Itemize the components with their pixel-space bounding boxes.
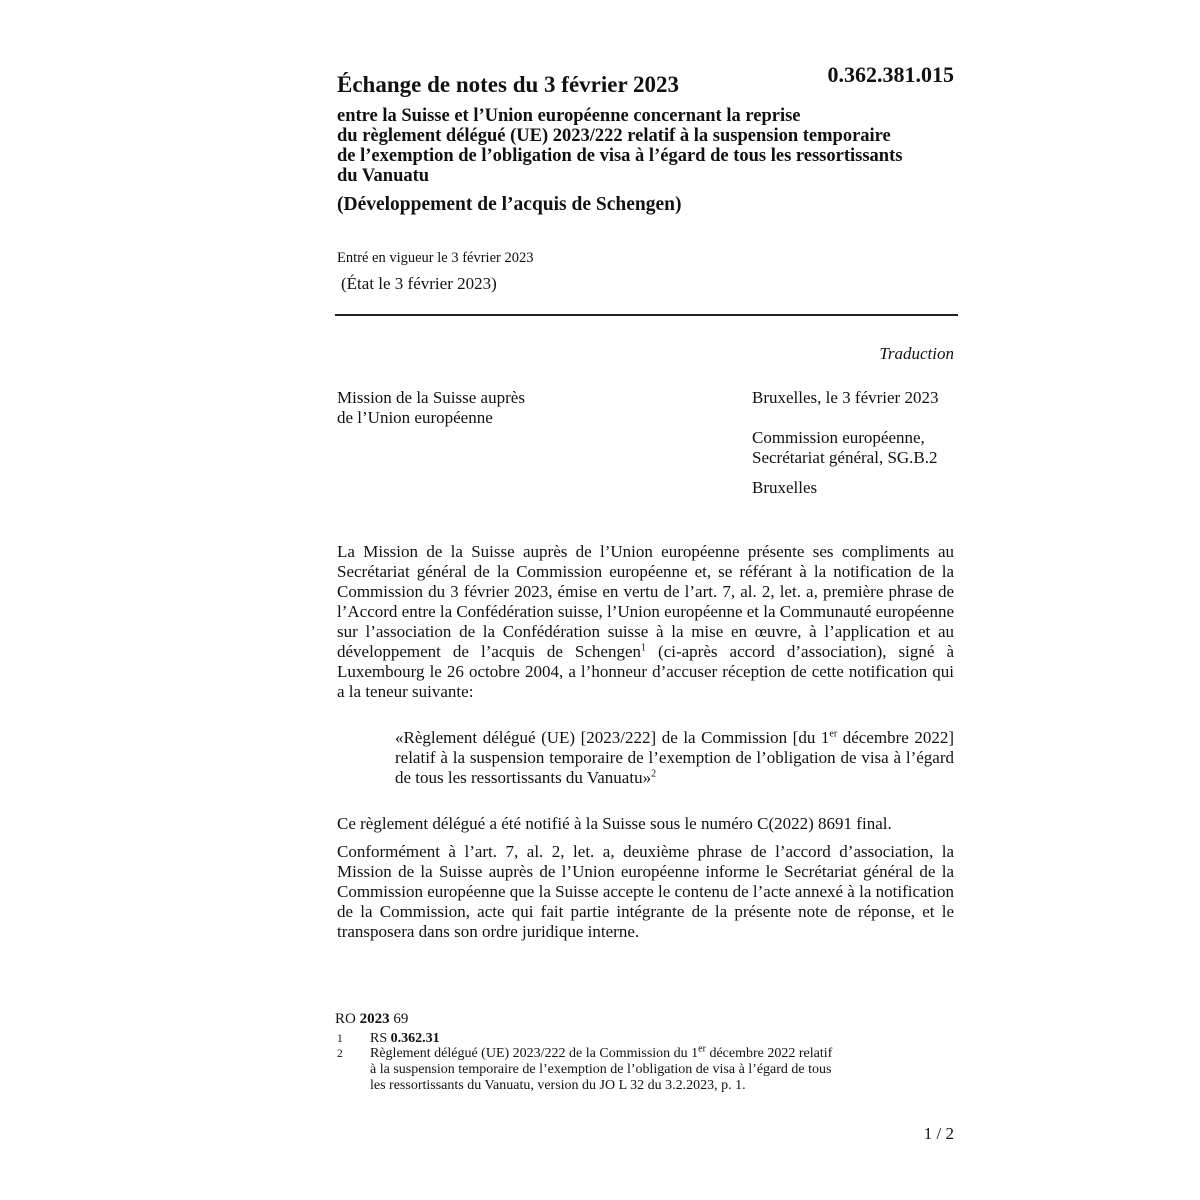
recipient-line: Commission européenne, bbox=[752, 428, 925, 447]
sender-line: de l’Union européenne bbox=[337, 408, 493, 427]
subtitle-line: entre la Suisse et l’Union européenne concernant la reprise bbox=[337, 106, 801, 126]
ordinal-superscript: er bbox=[829, 728, 838, 740]
page-number: 1 / 2 bbox=[923, 1124, 954, 1143]
body-paragraph-1: La Mission de la Suisse auprès de l’Union européenne présente ses compliments au Secrétariat général de la Commission européenne et, se référant à la notification de la Commission du 3 février 2023, émise en vertu de l’art. 7, al. 2, let. a, première phrase de l’Accord entre la Confédération suisse, l’Union européenne et la Communauté européenne sur l’association de la Confédération suisse à la mise en œuvre, à l’application et au développement de l’acquis de Schengen$^1$ (ci-après accord d’association), signé à Luxembourg le 26 octobre 2004, a l’honneur d’accuser réception de cette notification qui a la teneur suivante: bbox=[337, 542, 954, 701]
subtitle-line: de l’exemption de l’obligation de visa à l’égard de tous les ressortissants bbox=[337, 146, 903, 166]
entry-in-force: Entré en vigueur le 3 février 2023 bbox=[337, 250, 534, 266]
quoted-regulation: «Règlement délégué (UE) [2023/222] de la Commission [du 1er décembre 2022] relatif à la suspension temporaire de l’exemption de l’obligation de visa à l’égard de tous les ressortissants du Vanuatu»$^2$ bbox=[395, 728, 954, 787]
schengen-subtitle: (Développement de l’acquis de Schengen) bbox=[337, 194, 682, 215]
header-divider bbox=[335, 314, 958, 316]
document-subtitle bbox=[337, 106, 967, 186]
document-number: 0.362.381.015 bbox=[827, 62, 954, 87]
state-date: (État le 3 février 2023) bbox=[341, 274, 497, 293]
document-title: Échange de notes du 3 février 2023 bbox=[337, 72, 680, 97]
recipient-address bbox=[752, 428, 938, 468]
translation-label: Traduction bbox=[879, 344, 954, 363]
body-paragraph-3: Conformément à l’art. 7, al. 2, let. a, deuxième phrase de l’accord d’association, la Mission de la Suisse auprès de l’Union européenne informe le Secrétariat général de la Commission européenne que la Suisse accepte le contenu de l’acte annexé à la notification de la Commission, acte qui fait partie intégrante de la présente note de réponse, et le transposera dans son ordre juridique interne. bbox=[337, 842, 954, 941]
sender-address bbox=[337, 388, 525, 428]
place-date: Bruxelles, le 3 février 2023 bbox=[752, 388, 939, 407]
footnote-ref-1: 1 bbox=[641, 642, 646, 654]
subtitle-line: du règlement délégué (UE) 2023/222 relatif à la suspension temporaire bbox=[337, 126, 891, 146]
sender-line: Mission de la Suisse auprès bbox=[337, 388, 525, 407]
ro-reference: RO 2023 69 bbox=[335, 1011, 409, 1027]
footnote-ref-2: 2 bbox=[651, 768, 657, 780]
body-paragraph-2: Ce règlement délégué a été notifié à la Suisse sous le numéro C(2022) 8691 final. bbox=[337, 814, 892, 833]
footnote-1: 1 RS 0.362.31 bbox=[337, 1031, 440, 1046]
recipient-city: Bruxelles bbox=[752, 478, 818, 497]
recipient-line: Secrétariat général, SG.B.2 bbox=[752, 448, 938, 467]
subtitle-line: du Vanuatu bbox=[337, 166, 430, 186]
footnote-2: 2 Règlement délégué (UE) 2023/222 de la Commission du 1er décembre 2022 relatif à la suspension temporaire de l’exemption de l’obligation de visa à l’égard de tous les ressortissants du Vanuatu, version du JO L 32 du 3.2.2023, p. 1. bbox=[337, 1043, 833, 1093]
